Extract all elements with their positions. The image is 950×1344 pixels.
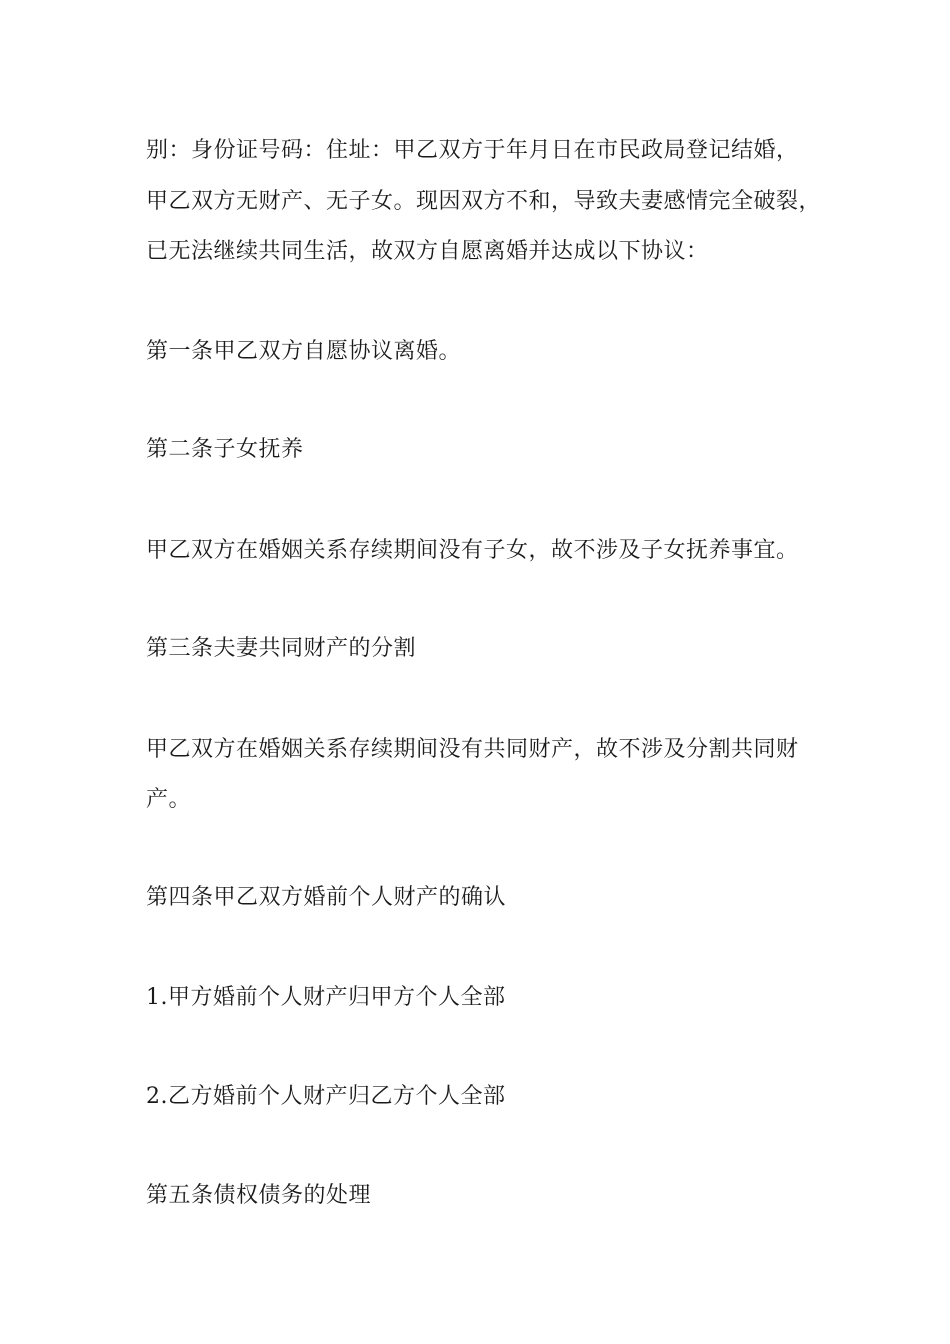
article-heading: 第五条债权债务的处理 [146, 1183, 372, 1208]
paragraph-line: 别：身份证号码：住址：甲乙双方于年月日在市民政局登记结婚， [146, 138, 799, 163]
list-item: 2.乙方婚前个人财产归乙方个人全部 [146, 1084, 506, 1109]
paragraph-line: 已无法继续共同生活，故双方自愿离婚并达成以下协议： [146, 239, 709, 264]
article-heading: 第三条夫妻共同财产的分割 [146, 636, 417, 661]
article-heading: 第四条甲乙双方婚前个人财产的确认 [146, 885, 507, 910]
paragraph-line: 产。 [146, 787, 192, 812]
paragraph-line: 甲乙双方在婚姻关系存续期间没有子女，故不涉及子女抚养事宜。 [146, 538, 799, 563]
article-heading: 第一条甲乙双方自愿协议离婚。 [146, 339, 462, 364]
paragraph-line: 甲乙双方在婚姻关系存续期间没有共同财产，故不涉及分割共同财 [146, 737, 799, 762]
list-item: 1.甲方婚前个人财产归甲方个人全部 [146, 985, 506, 1010]
article-heading: 第二条子女抚养 [146, 437, 304, 462]
paragraph-line: 甲乙双方无财产、无子女。现因双方不和，导致夫妻感情完全破裂， [146, 189, 822, 214]
